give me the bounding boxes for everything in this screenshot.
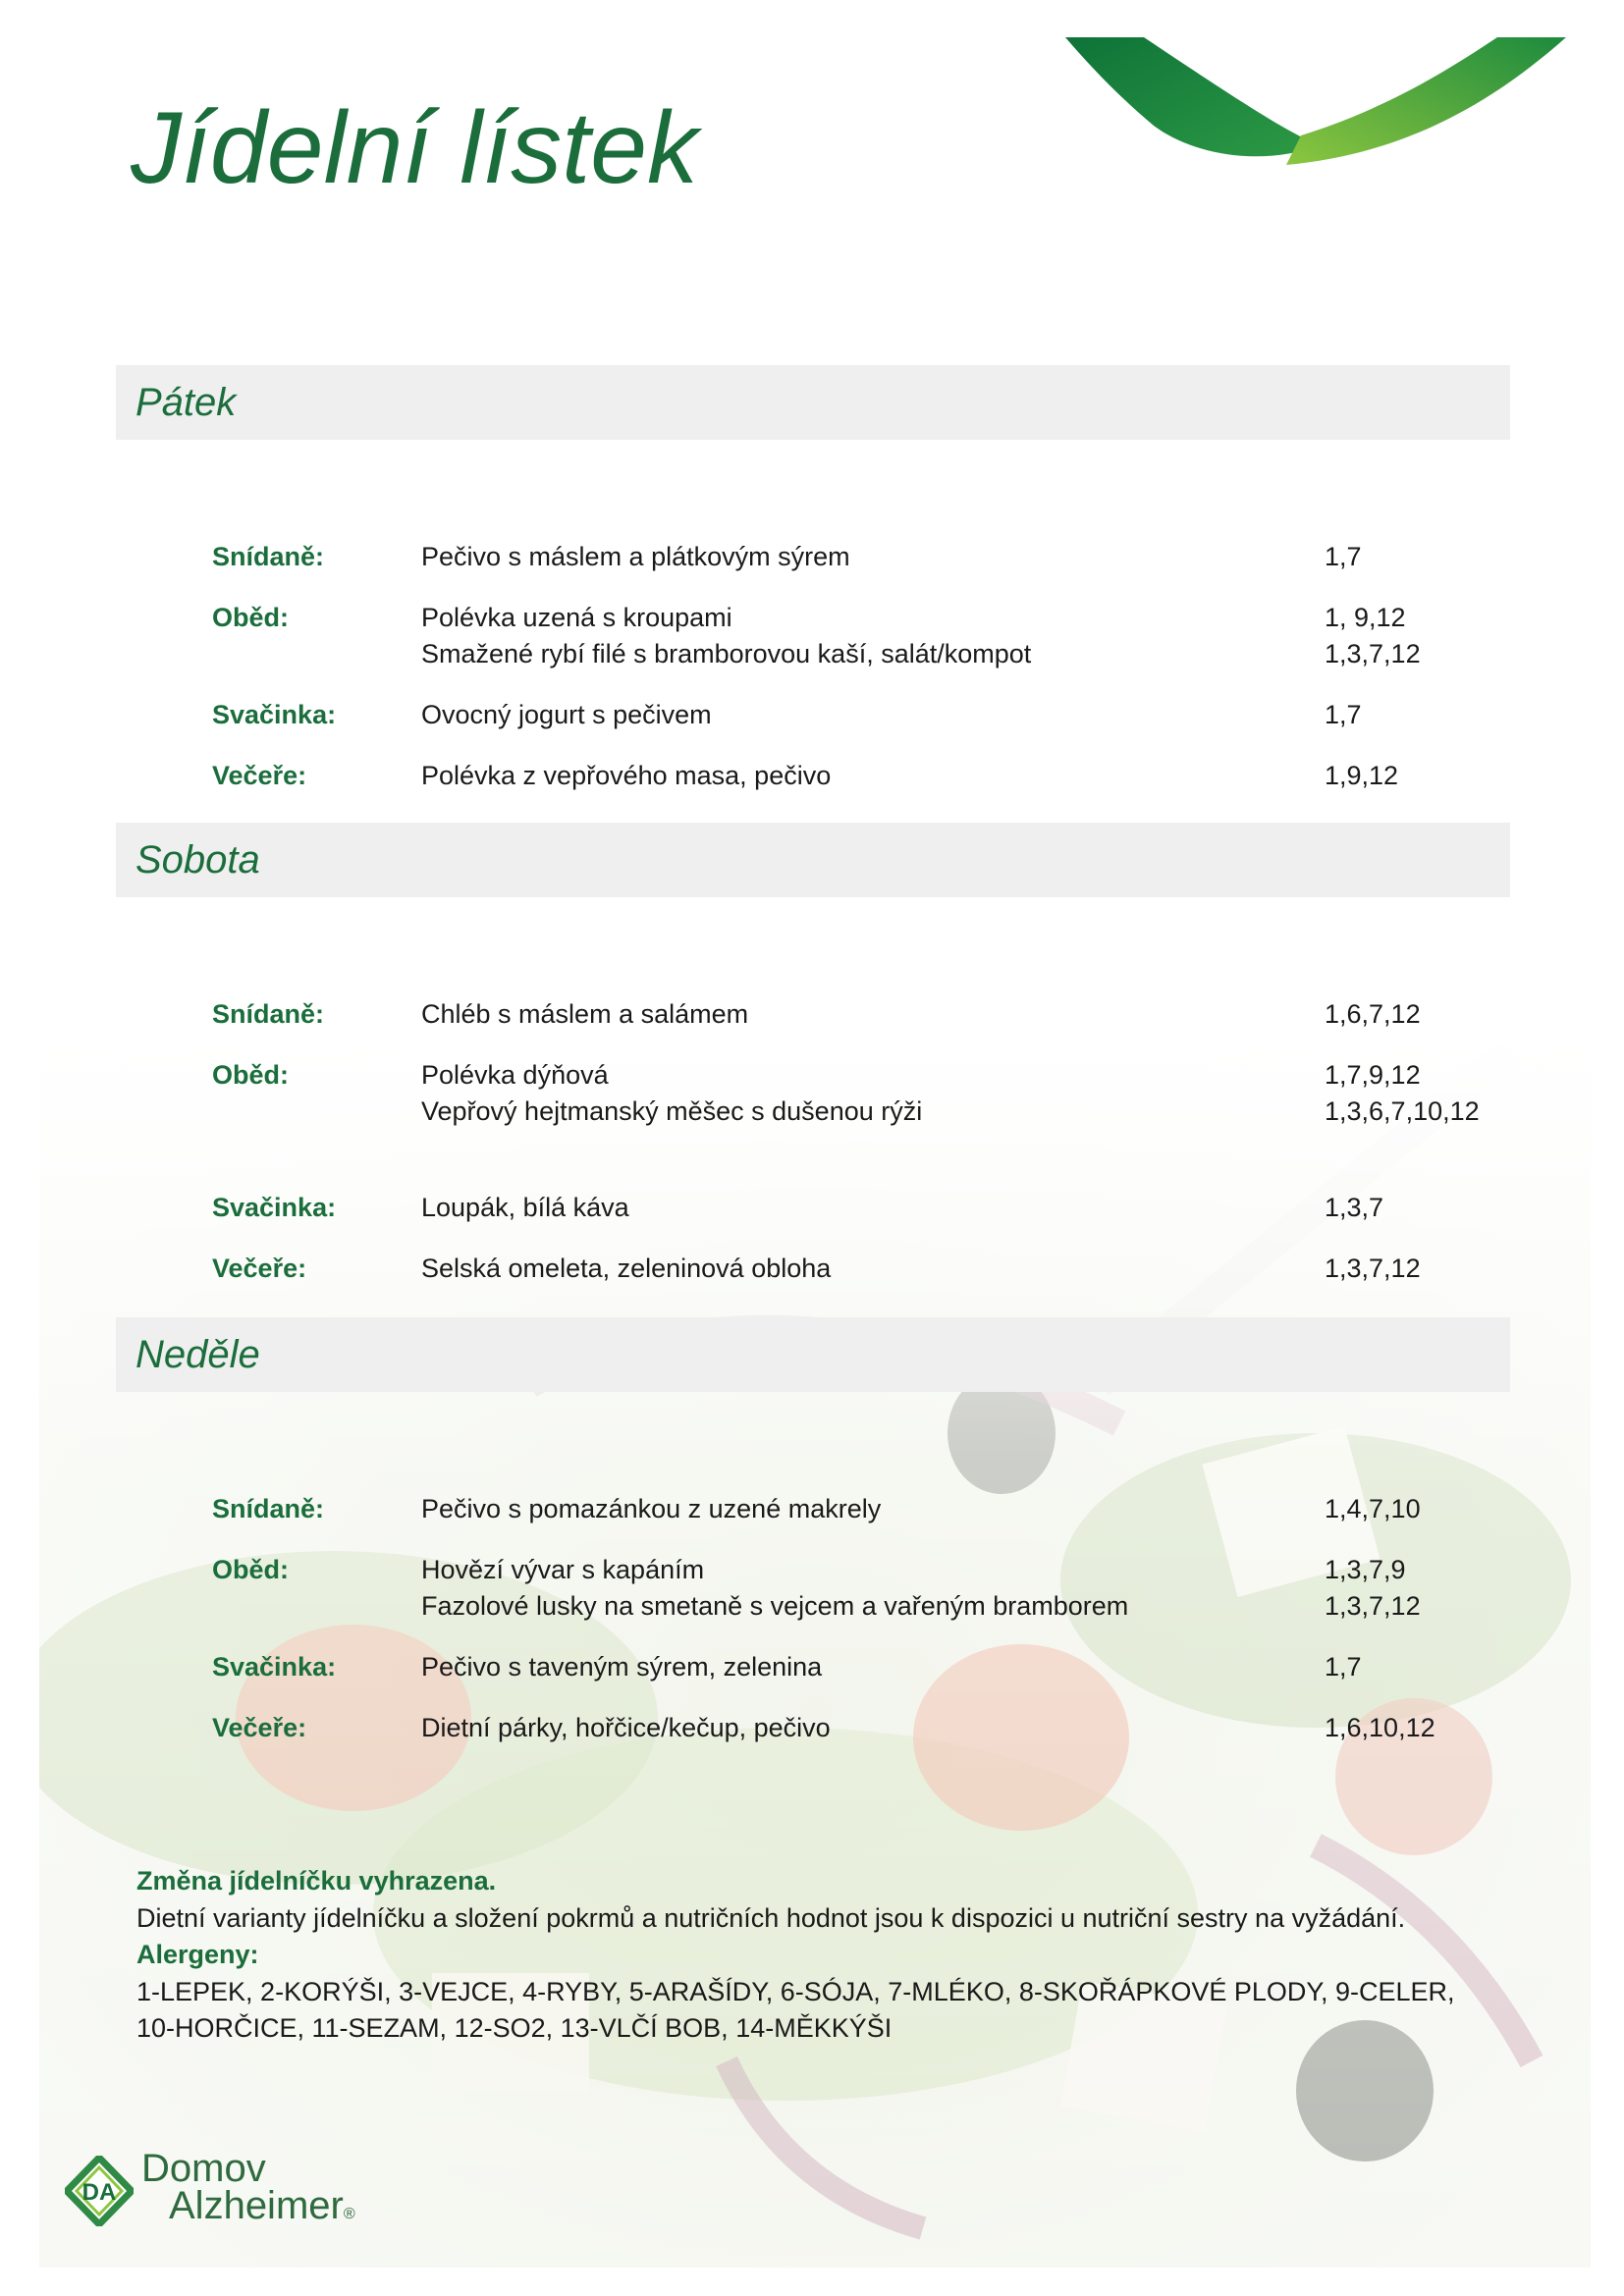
meal-label: Snídaně:	[212, 999, 325, 1029]
diet-note: Dietní varianty jídelníčku a složení pokrmů a nutričních hodnot jsou k dispozici u nutriční sestry na vyžádání.	[136, 1902, 1406, 1933]
logo-line2-wrap	[141, 2184, 355, 2233]
dish: Pečivo s taveným sýrem, zelenina	[421, 1652, 823, 1682]
logo-mark-text: DA	[81, 2179, 117, 2206]
dish: Pečivo s máslem a plátkovým sýrem	[421, 542, 850, 571]
day-name: Neděle	[135, 1332, 260, 1376]
allergen-codes: 1,3,7,12	[1325, 1254, 1421, 1283]
meal-label: Oběd:	[212, 1060, 289, 1090]
allergen-codes: 1,4,7,10	[1325, 1494, 1421, 1523]
footer-notes	[136, 1863, 1550, 2048]
logo-line1: Domov	[141, 2147, 266, 2190]
dish: Hovězí vývar s kapáním	[421, 1555, 705, 1584]
allergen-codes: 1,3,7,12	[1325, 1591, 1421, 1621]
meal-label: Večeře:	[212, 1713, 307, 1742]
dish: Smažené rybí filé s bramborovou kaší, salát/kompot	[421, 639, 1032, 668]
meal-label: Oběd:	[212, 603, 289, 632]
allergen-codes: 1,7	[1325, 542, 1362, 571]
dish: Dietní párky, hořčice/kečup, pečivo	[421, 1713, 831, 1742]
dish: Chléb s máslem a salámem	[421, 999, 749, 1029]
da-logo-mark-icon	[65, 2156, 134, 2226]
meal-label: Večeře:	[212, 1254, 307, 1283]
dish: Pečivo s pomazánkou z uzené makrely	[421, 1494, 882, 1523]
page-title: Jídelní lístek	[131, 91, 699, 205]
logo-registered: ®	[343, 2206, 355, 2222]
meal-label: Svačinka:	[212, 700, 337, 729]
allergens-list-line1: 1-LEPEK, 2-KORÝŠI, 3-VEJCE, 4-RYBY, 5-ARAŠÍDY, 6-SÓJA, 7-MLÉKO, 8-SKOŘÁPKOVÉ PLODY, 9-CELER,	[136, 1976, 1455, 2006]
dish: Polévka z vepřového masa, pečivo	[421, 761, 832, 790]
dish: Selská omeleta, zeleninová obloha	[421, 1254, 832, 1283]
logo-text	[141, 2147, 355, 2233]
meal-label: Svačinka:	[212, 1652, 337, 1682]
allergen-codes: 1,7	[1325, 700, 1362, 729]
change-note: Změna jídelníčku vyhrazena.	[136, 1866, 497, 1896]
allergen-codes: 1,3,6,7,10,12	[1325, 1096, 1480, 1126]
dish: Ovocný jogurt s pečivem	[421, 700, 712, 729]
meal-label: Snídaně:	[212, 1494, 325, 1523]
day-section-nedele	[116, 1317, 1510, 1742]
meal-label: Oběd:	[212, 1555, 289, 1584]
meal-label: Svačinka:	[212, 1193, 337, 1222]
meal-label: Večeře:	[212, 761, 307, 790]
dish: Fazolové lusky na smetaně s vejcem a vařeným bramborem	[421, 1591, 1129, 1621]
allergen-codes: 1,7	[1325, 1652, 1362, 1682]
domov-alzheimer-logo	[65, 2147, 379, 2228]
dish: Polévka dýňová	[421, 1060, 609, 1090]
meal-label: Snídaně:	[212, 542, 325, 571]
day-section-patek	[116, 365, 1510, 790]
dish: Loupák, bílá káva	[421, 1193, 629, 1222]
allergen-codes: 1,3,7,12	[1325, 639, 1421, 668]
day-header	[116, 365, 1510, 440]
allergen-codes: 1,6,10,12	[1325, 1713, 1435, 1742]
dish: Polévka uzená s kroupami	[421, 603, 732, 632]
allergens-title: Alergeny:	[136, 1940, 259, 1969]
allergens-list-line2: 10-HORČICE, 11-SEZAM, 12-SO2, 13-VLČÍ BOB, 14-MĚKKÝŠI	[136, 2013, 893, 2043]
allergen-codes: 1, 9,12	[1325, 603, 1406, 632]
allergen-codes: 1,7,9,12	[1325, 1060, 1421, 1090]
dish: Vepřový hejtmanský měšec s dušenou rýži	[421, 1096, 923, 1126]
day-name: Pátek	[135, 380, 237, 424]
allergen-codes: 1,6,7,12	[1325, 999, 1421, 1029]
logo-line2: Alzheimer	[169, 2184, 344, 2227]
allergen-codes: 1,9,12	[1325, 761, 1399, 790]
day-header	[116, 1317, 1510, 1392]
day-section-sobota	[116, 823, 1510, 1283]
allergen-codes: 1,3,7,9	[1325, 1555, 1406, 1584]
allergen-codes: 1,3,7	[1325, 1193, 1384, 1222]
ribbon-decoration	[1065, 37, 1576, 175]
day-name: Sobota	[135, 837, 260, 881]
day-header	[116, 823, 1510, 897]
